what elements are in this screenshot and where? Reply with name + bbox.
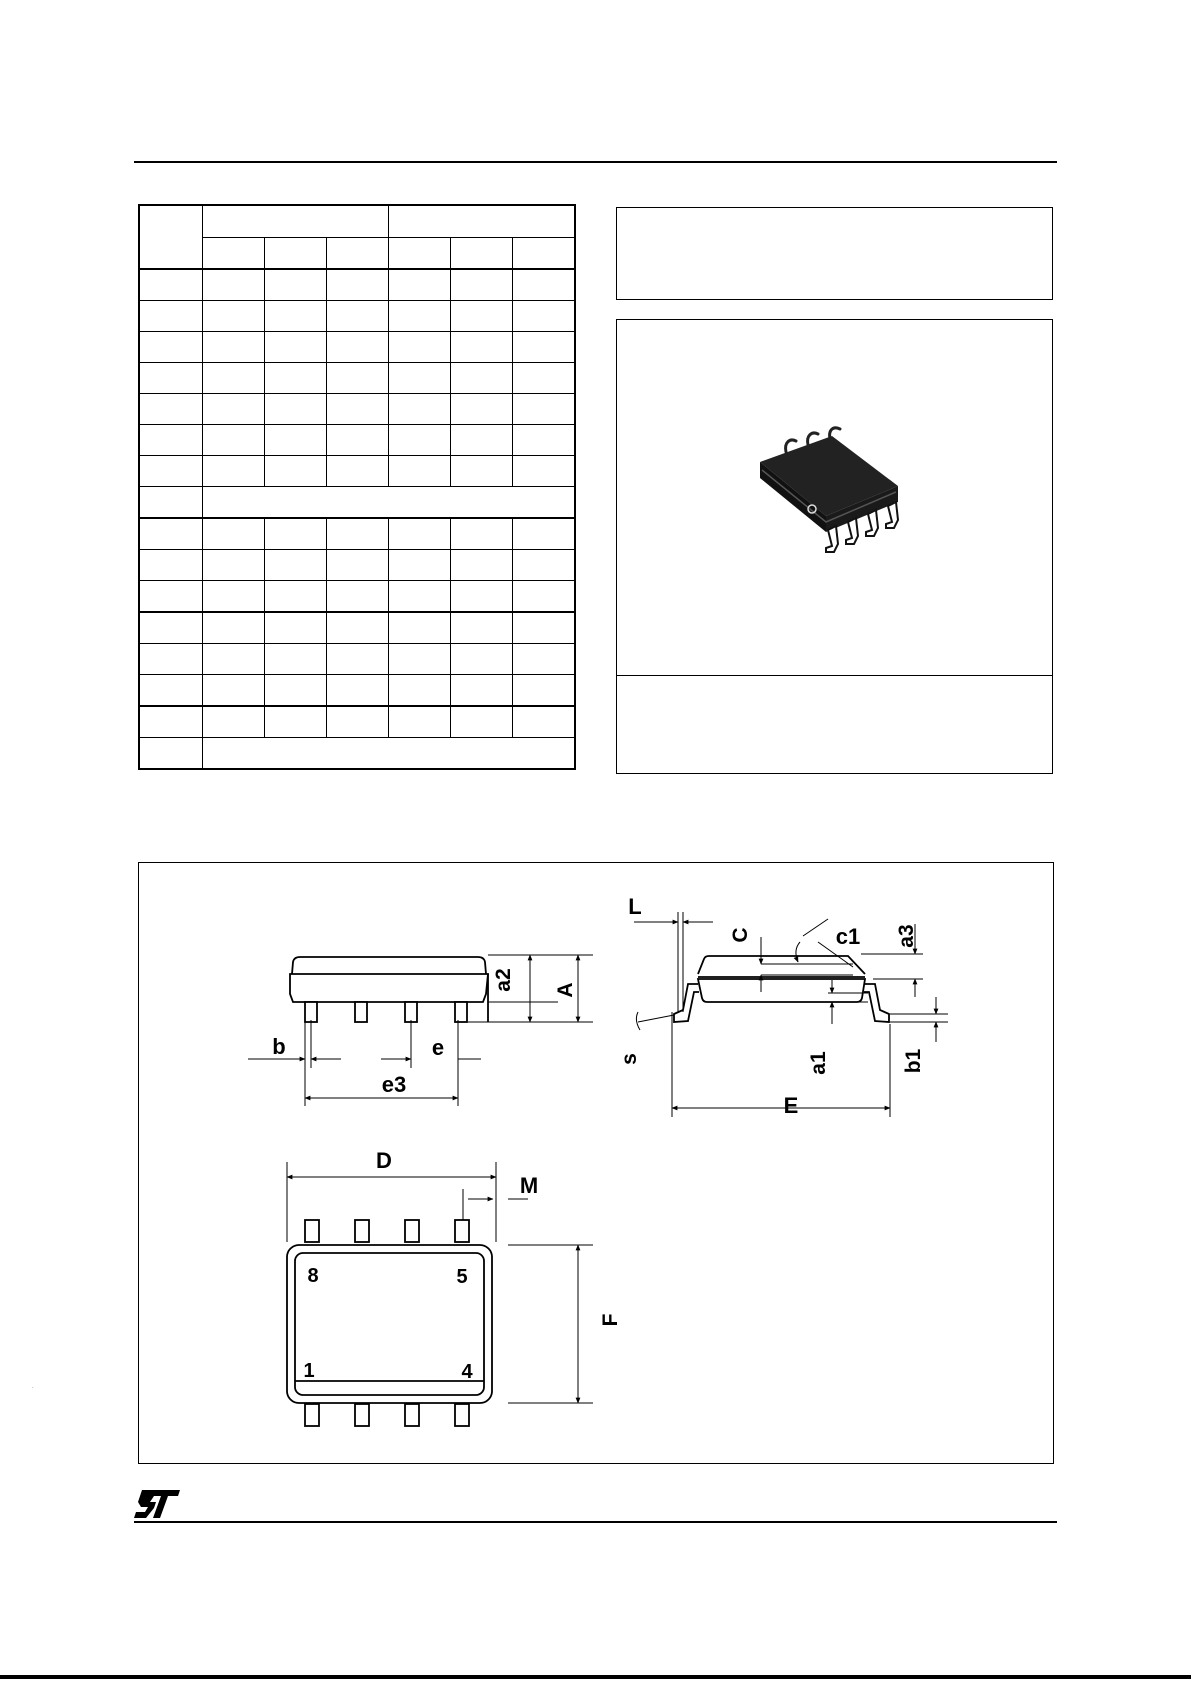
table-cell [203,456,265,487]
table-row [139,706,575,738]
table-cell [265,581,327,613]
table-cell [451,706,513,738]
package-title-box [616,207,1053,300]
dim-cell [139,301,203,332]
table-cell [203,301,265,332]
chip-package-image [740,428,915,563]
subheader-cell [513,237,576,269]
dim-cell [139,425,203,456]
label-M: M [519,1173,539,1198]
st-logo [32,1388,182,1520]
table-cell [203,269,265,301]
table-cell [451,301,513,332]
table-cell [513,612,576,644]
table-cell [327,581,389,613]
table-cell [265,332,327,363]
table-cell [389,269,451,301]
table-cell [513,301,576,332]
top-view [287,1162,593,1426]
table-cell [203,644,265,675]
label-c1: c1 [835,924,861,949]
label-s: s [618,1053,641,1065]
subheader-cell [265,237,327,269]
table-row [139,487,575,519]
table-cell [203,612,265,644]
table-cell [513,518,576,550]
table-cell [389,332,451,363]
table-row [139,644,575,675]
header-rule [134,161,1057,163]
table-cell [327,644,389,675]
table-cell [265,425,327,456]
table-cell [513,550,576,581]
subheader-cell [327,237,389,269]
table-cell [451,425,513,456]
table-cell [389,644,451,675]
table-cell [513,706,576,738]
table-cell [327,363,389,394]
table-cell [327,301,389,332]
table-cell [513,425,576,456]
dim-cell [139,675,203,707]
front-view [248,955,593,1106]
dim-cell [139,394,203,425]
table-row [139,363,575,394]
table-cell [389,425,451,456]
table-cell [451,456,513,487]
table-cell [203,706,265,738]
table-cell [451,394,513,425]
table-cell [389,301,451,332]
table-cell [451,612,513,644]
table-cell [513,581,576,613]
table-cell [327,706,389,738]
table-cell [451,269,513,301]
table-cell [203,581,265,613]
table-row [139,425,575,456]
table-cell [203,518,265,550]
table-merged-cell [203,738,576,770]
label-b1: b1 [902,1048,925,1074]
table-cell [203,332,265,363]
table-cell [451,518,513,550]
table-row [139,394,575,425]
footer-rule [134,1521,1057,1523]
table-cell [327,456,389,487]
table-cell [389,550,451,581]
table-cell [451,550,513,581]
table-cell [265,550,327,581]
subheader-cell [203,237,265,269]
table-cell [451,332,513,363]
table-cell [265,269,327,301]
photo-box-divider [617,675,1052,676]
subheader-cell [451,237,513,269]
table-cell [451,644,513,675]
table-row [139,550,575,581]
page-bottom-bar [0,1675,1191,1679]
table-row [139,518,575,550]
table-cell [265,612,327,644]
table-merged-cell [203,487,576,519]
table-cell [389,706,451,738]
table-cell [265,301,327,332]
label-a1: a1 [807,1051,830,1075]
dim-cell [139,612,203,644]
table-cell [389,518,451,550]
dim-cell [139,644,203,675]
label-A: A [554,982,577,998]
table-cell [203,425,265,456]
table-cell [265,644,327,675]
pin-1-label: 1 [303,1360,315,1382]
table-cell [389,394,451,425]
label-a3: a3 [895,924,918,948]
table-cell [265,456,327,487]
table-row [139,456,575,487]
dim-cell [139,738,203,770]
outline-drawing [138,862,1054,1464]
table-cell [265,363,327,394]
table-header-row [139,205,575,237]
table-cell [389,675,451,707]
table-subheader-row [139,237,575,269]
table-cell [327,269,389,301]
table-cell [451,581,513,613]
table-cell [203,363,265,394]
table-cell [513,363,576,394]
header-mm-cell [203,205,389,237]
table-cell [265,518,327,550]
table-cell [513,675,576,707]
label-F: F [599,1313,622,1327]
label-e3: e3 [381,1072,407,1097]
table-cell [265,394,327,425]
table-cell [203,675,265,707]
svg-text:ST: ST [32,1388,34,1389]
dim-cell [139,456,203,487]
table-cell [265,675,327,707]
table-cell [389,456,451,487]
mechanical-data-table [138,204,576,770]
header-dim-cell [139,205,203,269]
table-row [139,269,575,301]
table-row [139,738,575,770]
table-row [139,581,575,613]
header-inch-cell [389,205,576,237]
table-cell [513,644,576,675]
dim-cell [139,332,203,363]
dim-cell [139,487,203,519]
table-row [139,675,575,707]
table-cell [389,363,451,394]
table-cell [513,332,576,363]
table-cell [203,394,265,425]
table-cell [265,706,327,738]
table-cell [389,612,451,644]
label-a2: a2 [492,968,515,992]
table-cell [451,363,513,394]
table-cell [389,581,451,613]
table-cell [327,675,389,707]
label-e: e [431,1035,445,1060]
dim-cell [139,363,203,394]
dim-cell [139,550,203,581]
table-cell [451,675,513,707]
dim-cell [139,518,203,550]
table-row [139,301,575,332]
table-row [139,332,575,363]
pin-8-label: 8 [307,1265,319,1287]
table-cell [327,425,389,456]
table-cell [327,332,389,363]
table-cell [203,550,265,581]
label-L: L [628,894,642,919]
table-cell [327,550,389,581]
table-cell [513,269,576,301]
subheader-cell [389,237,451,269]
label-b: b [272,1034,286,1059]
label-C: C [729,927,752,943]
table-cell [513,394,576,425]
table-cell [327,518,389,550]
label-E: E [783,1093,799,1118]
table-cell [327,612,389,644]
table-cell [513,456,576,487]
label-D: D [376,1148,392,1173]
pin-4-label: 4 [461,1361,473,1383]
table-cell [327,394,389,425]
table-row [139,612,575,644]
dim-cell [139,269,203,301]
dim-cell [139,706,203,738]
pin-5-label: 5 [456,1266,468,1288]
dim-cell [139,581,203,613]
